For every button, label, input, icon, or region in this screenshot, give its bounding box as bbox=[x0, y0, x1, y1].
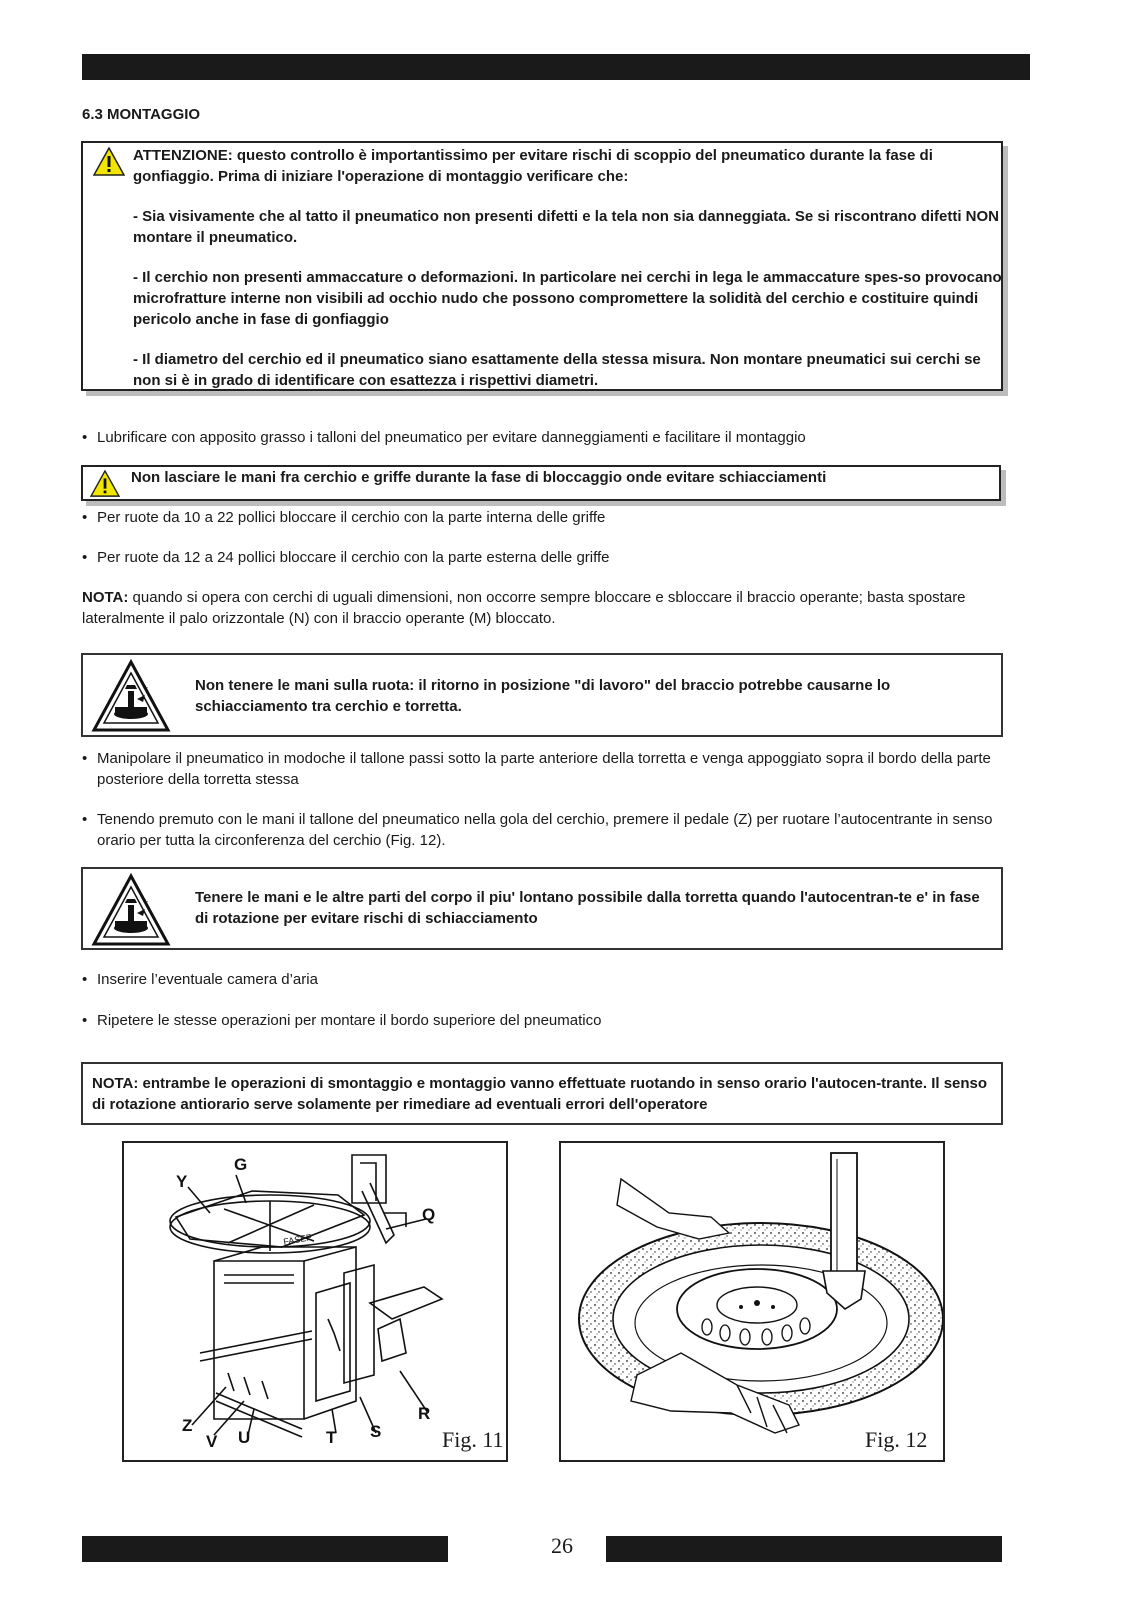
warning-item-rim: - Il cerchio non presenti ammaccature o deformazioni. In particolare nei cerchi in lega le ammaccature spes-so provocano microfratture interne non visibili ad occhio nudo che possono compromettere la solidità del cerchio e costituire quindi pericolo anche in fase di gonfiaggio bbox=[133, 269, 1002, 328]
page-number: 26 bbox=[551, 1533, 573, 1558]
list-item-press-pedal: • Tenendo premuto con le mani il tallone del pneumatico nella gola del cerchio, premere il pedale (Z) per ruotare l’autocentrante in senso orario per tutta la circonferenza del cerchio (Fig. 12). bbox=[82, 811, 993, 849]
list-item-10-22: • Per ruote da 10 a 22 pollici bloccare il cerchio con la parte interna delle griffe bbox=[82, 509, 606, 526]
figure-12-tyre-mounting bbox=[559, 1141, 945, 1462]
callout-t: T bbox=[326, 1428, 337, 1447]
note-box-rotation bbox=[81, 1062, 1003, 1125]
note-paragraph bbox=[82, 587, 1027, 629]
figure-11-machine bbox=[122, 1141, 508, 1462]
crush-hazard-icon bbox=[91, 659, 171, 733]
hazard-box-rotation bbox=[81, 867, 1003, 950]
warning-box-hands bbox=[81, 465, 1001, 501]
warning-box-main bbox=[81, 141, 1003, 391]
warning-triangle-icon bbox=[90, 470, 120, 498]
footer-bar-right bbox=[606, 1536, 1002, 1562]
tyre-mounting-illustration bbox=[561, 1143, 943, 1460]
footer-bar-left bbox=[82, 1536, 448, 1562]
header-bar bbox=[82, 54, 1030, 80]
hazard-box-return-arm bbox=[81, 653, 1003, 737]
crush-hazard-icon bbox=[91, 873, 171, 947]
hazard-text-return-arm: Non tenere le mani sulla ruota: il ritorno in posizione "di lavoro" del braccio potrebbe causarne lo schiacciamento tra cerchio e torretta. bbox=[195, 677, 891, 715]
note-text: quando si opera con cerchi di uguali dimensioni, non occorre sempre bloccare e sbloccare il braccio operante; basta spostare lateralmente il palo orizzontale (N) con il braccio operante (M) bloccato. bbox=[82, 589, 966, 627]
warning-triangle-icon bbox=[93, 147, 125, 177]
hazard-text-rotation: Tenere le mani e le altre parti del corpo il piu' lontano possibile dalla torretta quando l'autocentran-te e' in fase di rotazione per evitare rischi di schiacciamento bbox=[195, 889, 980, 927]
figure-12-label: Fig. 12 bbox=[865, 1427, 928, 1452]
callout-y: Y bbox=[176, 1172, 188, 1191]
list-item-lubricate: • Lubrificare con apposito grasso i talloni del pneumatico per evitare danneggiamenti e facilitare il montaggio bbox=[82, 429, 806, 446]
machine-brand-label: FASEP bbox=[282, 1232, 313, 1247]
svg-text:+: + bbox=[143, 897, 149, 907]
callout-u: U bbox=[238, 1428, 251, 1447]
note-label: NOTA: bbox=[82, 589, 129, 606]
tyre-changer-illustration bbox=[124, 1143, 506, 1460]
figure-11-label: Fig. 11 bbox=[442, 1427, 504, 1452]
callout-g: G bbox=[234, 1155, 248, 1174]
warning-item-diameter: - Il diametro del cerchio ed il pneumatico siano esattamente della stessa misura. Non montare pneumatici sui cerchi se non si è in grado di identificare con esattezza i rispettivi diametri. bbox=[133, 351, 981, 389]
callout-v: V bbox=[206, 1432, 218, 1451]
warning-hands-text: Non lasciare le mani fra cerchio e griffe durante la fase di bloccaggio onde evitare schiacciamenti bbox=[131, 469, 827, 486]
list-item-air-tube: • Inserire l’eventuale camera d’aria bbox=[82, 971, 318, 988]
callout-q: Q bbox=[422, 1205, 436, 1224]
list-item-manipulate: • Manipolare il pneumatico in modoche il tallone passi sotto la parte anteriore della torretta e venga appoggiato sopra il bordo della parte posteriore della torretta stessa bbox=[82, 750, 991, 788]
warning-item-tyre: - Sia visivamente che al tatto il pneumatico non presenti difetti e la tela non sia danneggiata. Se si riscontrano difetti NON montare il pneumatico. bbox=[133, 208, 1000, 246]
callout-s: S bbox=[370, 1422, 382, 1441]
callout-z: Z bbox=[182, 1416, 193, 1435]
callout-r: R bbox=[418, 1404, 431, 1423]
svg-text:+: + bbox=[143, 683, 149, 693]
section-title: 6.3 MONTAGGIO bbox=[82, 106, 201, 123]
list-item-12-24: • Per ruote da 12 a 24 pollici bloccare il cerchio con la parte esterna delle griffe bbox=[82, 549, 610, 566]
list-item-repeat: • Ripetere le stesse operazioni per montare il bordo superiore del pneumatico bbox=[82, 1012, 602, 1029]
note-rotation-text: NOTA: entrambe le operazioni di smontaggio e montaggio vanno effettuate ruotando in senso orario l'autocen-trante. Il senso di rotazione antiorario serve solamente per rimediare ad eventuali errori dell'operatore bbox=[92, 1075, 988, 1113]
warning-intro: ATTENZIONE: questo controllo è importantissimo per evitare rischi di scoppio del pneumatico durante la fase di gonfiaggio. Prima di iniziare l'operazione di montaggio verificare che: bbox=[133, 147, 933, 185]
